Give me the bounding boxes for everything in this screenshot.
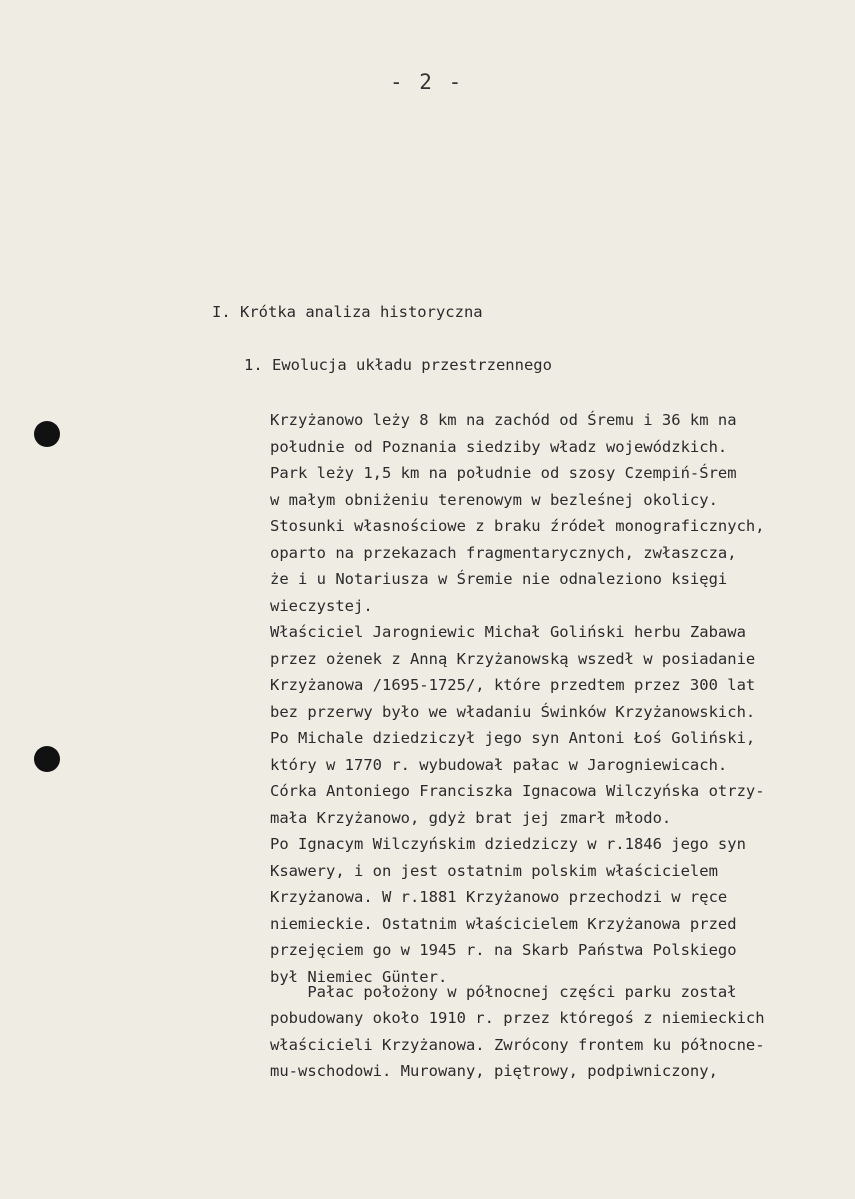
- text-line: południe od Poznania siedziby władz wojewódzkich.: [270, 437, 728, 456]
- text-line: Park leży 1,5 km na południe od szosy Czempiń-Śrem: [270, 464, 737, 482]
- text-line: niemieckie. Ostatnim właścicielem Krzyżanowa przed: [270, 914, 737, 933]
- paragraph-1: [270, 407, 765, 990]
- text-line: Krzyżanowa /1695-1725/, które przedtem przez 300 lat: [270, 676, 756, 694]
- text-line: wieczystej.: [270, 596, 373, 615]
- text-line: przez ożenek z Anną Krzyżanowską wszedł w posiadanie: [270, 649, 756, 668]
- section-title: I. Krótka analiza historyczna: [212, 303, 483, 321]
- text-line: mała Krzyżanowo, gdyż brat jej zmarł młodo.: [270, 808, 672, 827]
- text-line: Córka Antoniego Franciszka Ignacowa Wilczyńska otrzy-: [270, 782, 765, 800]
- punch-hole-bottom: [34, 746, 60, 772]
- text-line: przejęciem go w 1945 r. na Skarb Państwa Polskiego: [270, 941, 737, 959]
- subsection-title: 1. Ewolucja układu przestrzennego: [244, 356, 552, 374]
- page-number: - 2 -: [390, 70, 464, 94]
- text-line: Stosunki własnościowe z braku źródeł monograficznych,: [270, 517, 765, 535]
- text-line: bez przerwy było we władaniu Świnków Krzyżanowskich.: [270, 702, 756, 721]
- text-line: że i u Notariusza w Śremie nie odnaleziono księgi: [270, 570, 728, 588]
- paragraph-2: [270, 979, 765, 1084]
- text-line: Krzyżanowa. W r.1881 Krzyżanowo przechodzi w ręce: [270, 888, 728, 906]
- text-line: Pałac położony w północnej części parku został: [270, 983, 737, 1001]
- text-line: Po Ignacym Wilczyńskim dziedziczy w r.1846 jego syn: [270, 835, 746, 853]
- text-line: w małym obniżeniu terenowym w bezleśnej okolicy.: [270, 490, 718, 509]
- text-line: mu-wschodowi. Murowany, piętrowy, podpiwniczony,: [270, 1061, 718, 1080]
- text-line: Ksawery, i on jest ostatnim polskim właścicielem: [270, 861, 718, 880]
- text-line: właścicieli Krzyżanowa. Zwrócony frontem ku północne-: [270, 1035, 765, 1054]
- text-line: Właściciel Jarogniewic Michał Goliński herbu Zabawa: [270, 623, 746, 641]
- punch-hole-top: [34, 421, 60, 447]
- text-line: oparto na przekazach fragmentarycznych, zwłaszcza,: [270, 543, 737, 562]
- text-line: Po Michale dziedziczył jego syn Antoni Łoś Goliński,: [270, 729, 756, 747]
- text-line: który w 1770 r. wybudował pałac w Jarogniewicach.: [270, 755, 728, 774]
- text-line: Krzyżanowo leży 8 km na zachód od Śremu i 36 km na: [270, 411, 737, 429]
- text-line: pobudowany około 1910 r. przez któregoś z niemieckich: [270, 1009, 765, 1028]
- text-line: był Niemiec Günter.: [270, 967, 448, 986]
